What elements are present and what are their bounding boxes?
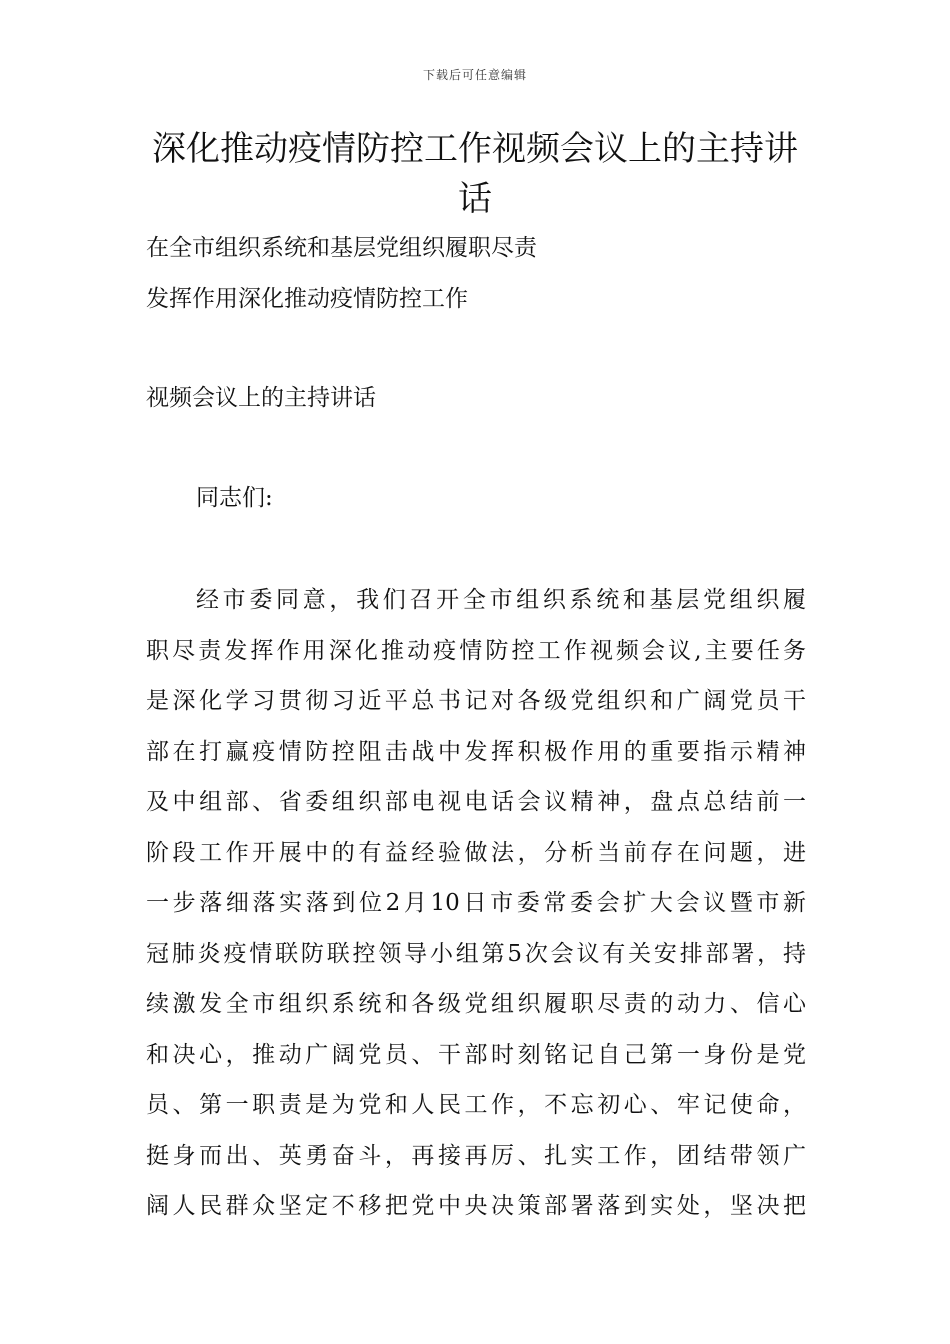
subtitle-line-2: 发挥作用深化推动疫情防控工作 <box>146 286 468 312</box>
paragraph-line: 员、第一职责是为党和人民工作，不忘初心、牢记使命， <box>146 1092 806 1118</box>
paragraph-line: 冠肺炎疫情联防联控领导小组第5次会议有关安排部署，持 <box>146 940 806 967</box>
subtitle-line-3: 视频会议上的主持讲话 <box>146 385 376 411</box>
paragraph-line: 及中组部、省委组织部电视电话会议精神，盘点总结前一 <box>146 789 806 815</box>
subtitle-line-1: 在全市组织系统和基层党组织履职尽责 <box>146 235 537 261</box>
paragraph-line: 部在打赢疫情防控阻击战中发挥积极作用的重要指示精神 <box>146 738 806 765</box>
paragraph-line: 经市委同意，我们召开全市组织系统和基层党组织履 <box>196 587 806 613</box>
document-title: 深化推动疫情防控工作视频会议上的主持讲话 <box>152 129 798 219</box>
body-paragraph <box>146 582 806 1239</box>
paragraph-line: 职尽责发挥作用深化推动疫情防控工作视频会议,主要任务 <box>146 637 806 664</box>
paragraph-line: 是深化学习贯彻习近平总书记对各级党组织和广阔党员干 <box>146 688 806 714</box>
paragraph-line: 续激发全市组织系统和各级党组织履职尽责的动力、信心 <box>146 991 806 1017</box>
header-note: 下载后可任意编辑 <box>422 68 527 82</box>
paragraph-line: 一步落细落实落到位2月10日市委常委会扩大会议暨市新 <box>146 890 806 916</box>
paragraph-line: 阔人民群众坚定不移把党中央决策部署落到实处，坚决把 <box>146 1193 806 1219</box>
paragraph-line: 挺身而出、英勇奋斗，再接再厉、扎实工作，团结带领广 <box>146 1142 806 1169</box>
greeting: 同志们: <box>196 485 273 511</box>
paragraph-line: 阶段工作开展中的有益经验做法，分析当前存在问题，进 <box>146 839 806 866</box>
paragraph-line: 和决心，推动广阔党员、干部时刻铭记自己第一身份是党 <box>146 1041 806 1068</box>
